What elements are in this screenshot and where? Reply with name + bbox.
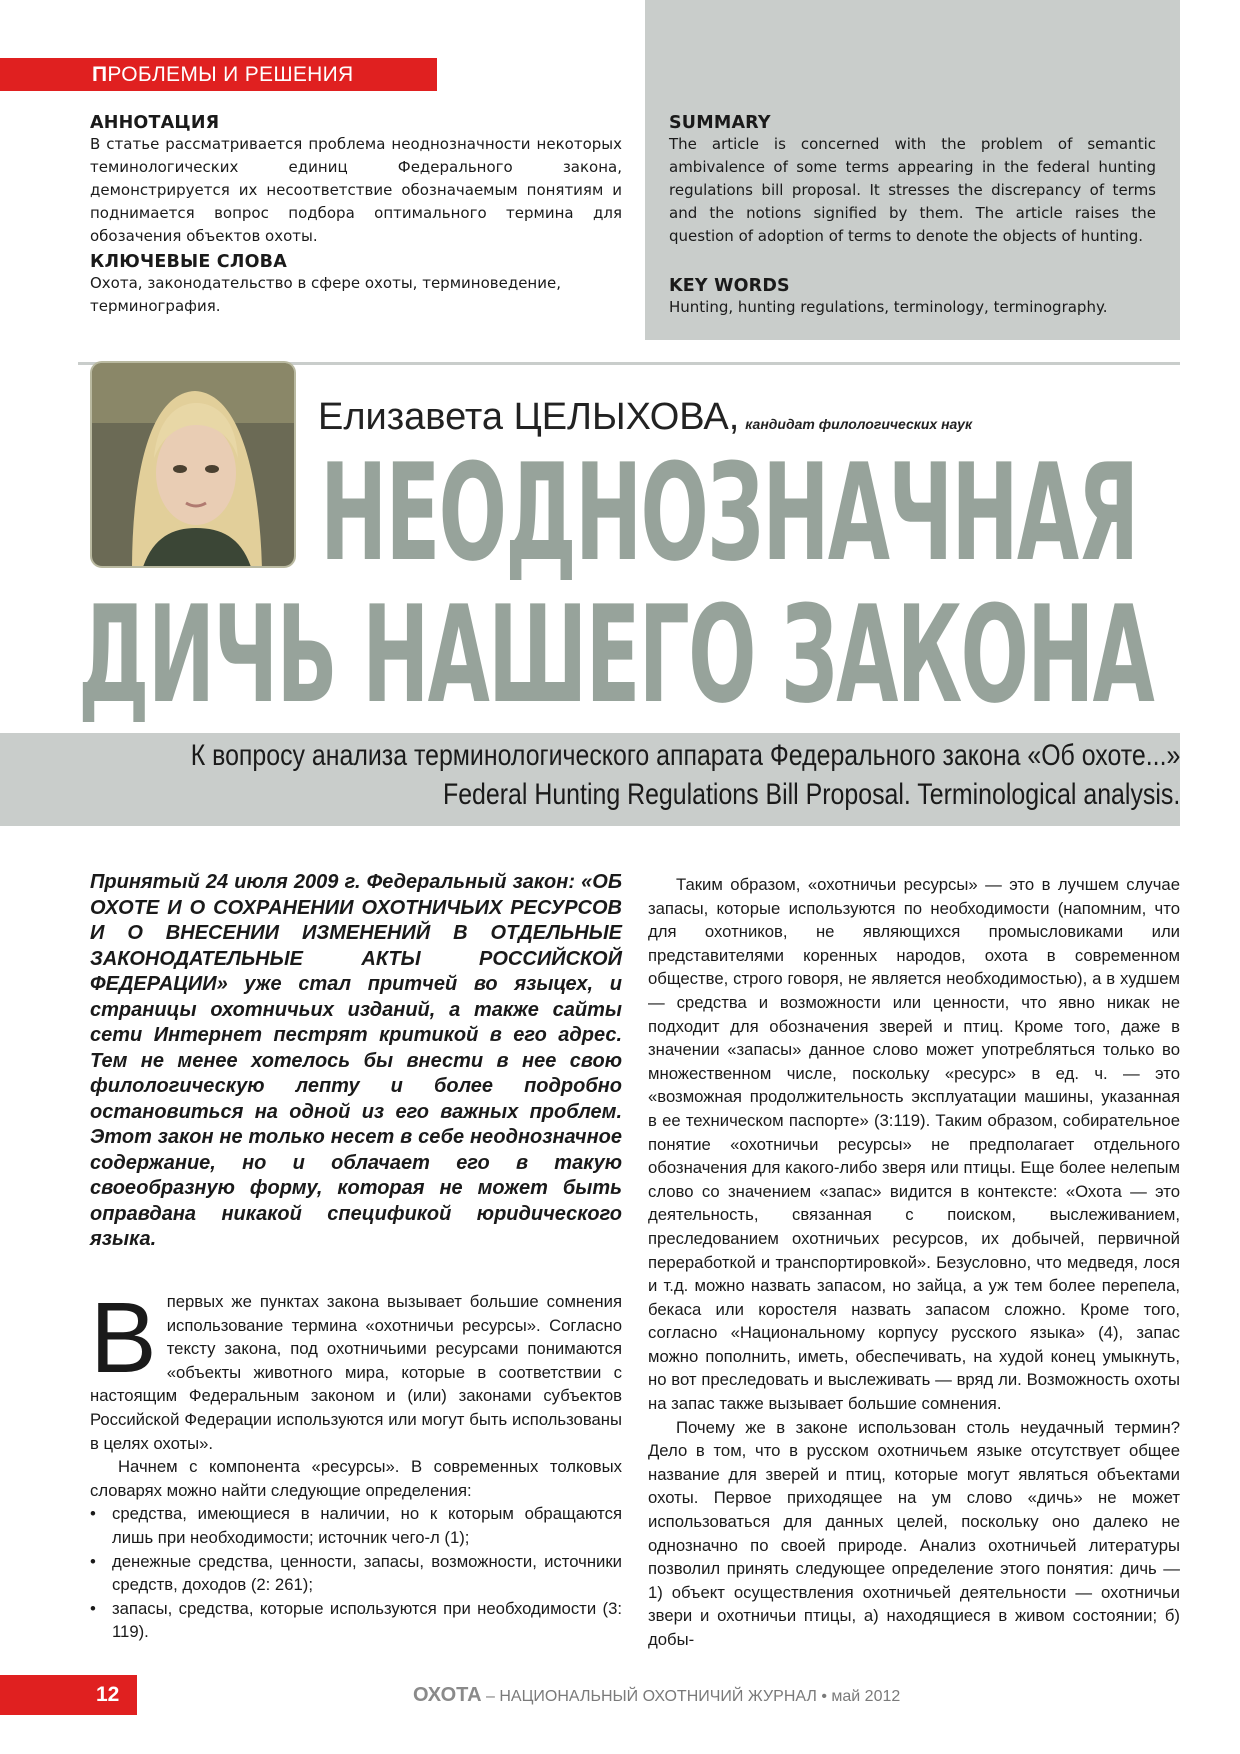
body-column-right <box>648 873 1180 1652</box>
subtitle-en: Federal Hunting Regulations Bill Proposal. Terminological analysis. <box>442 778 1180 811</box>
footer-line <box>413 1684 900 1707</box>
keywords-en-block <box>669 276 1156 319</box>
author-line <box>318 396 972 439</box>
keywords-en-heading: KEY WORDS <box>669 276 790 296</box>
lead-paragraph: Принятый 24 июля 2009 г. Федеральный закон: «ОБ ОХОТЕ И О СОХРАНЕНИИ ОХОТНИЧЬИХ РЕСУРСОВ И О ВНЕСЕНИИ ИЗМЕНЕНИЙ В ОТДЕЛЬНЫЕ ЗАКОНОДАТЕЛЬНЫЕ АКТЫ РОССИЙСКОЙ ФЕДЕРАЦИИ» уже стал притчей во языцех, и страницы охотничьих изданий, а также сайты сети Интернет пестрят критикой в его адрес. Тем не менее хотелось бы внести в нее свою филологическую лепту и более подробно остановиться на одной из его важных проблем. Этот закон не только несет в себе неоднозначное содержание, но и облачает его в такую своеобразную форму, которая не может быть оправдана никакой спецификой юридического языка. <box>90 871 622 1250</box>
author-photo <box>90 361 296 568</box>
body-right-p2: Почему же в законе использован столь неудачный термин? Дело в том, что в русском охотничьем языке отсутствует общее название для зверей и птиц, которые могут являться объектами охоты. Первое приходящее на ум слово «дичь» не может использоваться для данных целей, поскольку оно далеко не однозначно по своей природе. Анализ охотничьей литературы позволил принять следующее определение этого понятия: дичь — 1) объект осуществления охотничьей деятельности — охотничьи звери и охотничьи птицы, а) находящиеся в живом состоянии; б) добы- <box>648 1417 1180 1649</box>
footer-brand: ОХОТА <box>413 1684 482 1706</box>
drop-cap: В <box>90 1282 157 1394</box>
list-item: • средства, имеющиеся в наличии, но к которым обращаются лишь при необходимости; источник чего-л (1); <box>112 1502 622 1549</box>
keywords-ru-heading: КЛЮЧЕВЫЕ СЛОВА <box>90 252 287 272</box>
summary-text: The article is concerned with the problem of semantic ambivalence of some terms appearing in the federal hunting regulations bill proposal. It stresses the discrepancy of terms and the notions signified by them. The article raises the question of adoption of terms to denote the objects of hunting. <box>669 135 1156 245</box>
body-left-p1: первых же пунктах закона вызывает большие сомнения использование термина «охотничьи ресурсы». Согласно тексту закона, под охотничьими ресурсами понимаются «объекты животного мира, которые в соответствии с настоящим Федеральным законом и (или) законами субъектов Российской Федерации используются или могут быть использованы в целях охоты». <box>90 1292 622 1453</box>
author-portrait-image <box>92 363 296 568</box>
article-title-line-1: НЕОДНОЗНАЧНАЯ <box>320 435 1138 591</box>
annotation-block <box>90 113 622 248</box>
keywords-ru-text: Охота, законодательство в сфере охоты, терминоведение, терминография. <box>90 274 561 315</box>
footer-tagline: – НАЦИОНАЛЬНЫЙ ОХОТНИЧИЙ ЖУРНАЛ • май 2012 <box>481 1688 901 1705</box>
section-first-letter: П <box>92 63 108 86</box>
author-name: Елизавета ЦЕЛЫХОВА, <box>318 396 740 438</box>
body-column-left <box>90 1282 622 1644</box>
keywords-en-text: Hunting, hunting regulations, terminology, terminography. <box>669 298 1108 316</box>
list-item: • денежные средства, ценности, запасы, возможности, источники средств, доходов (2: 261); <box>112 1550 622 1597</box>
body-paragraph <box>90 1282 622 1455</box>
subtitle-ru: К вопросу анализа терминологического аппарата Федерального закона «Об охоте...» <box>190 739 1180 772</box>
body-left-p2: Начнем с компонента «ресурсы». В современных толковых словарях можно найти следующие определения: <box>90 1457 622 1500</box>
section-tab <box>0 58 437 91</box>
author-degree: кандидат филологических наук <box>745 416 973 432</box>
article-title-line-2: ДИЧЬ НАШЕГО ЗАКОНА <box>78 577 1153 733</box>
summary-heading: SUMMARY <box>669 113 771 133</box>
section-title: РОБЛЕМЫ И РЕШЕНИЯ <box>107 63 354 86</box>
definition-list <box>90 1502 622 1644</box>
page-number: 12 <box>0 1675 137 1715</box>
annotation-heading: АННОТАЦИЯ <box>90 113 220 133</box>
body-right-p1: Таким образом, «охотничьи ресурсы» — это в лучшем случае запасы, которые используются по необходимости (напомним, что для охотников, не являющихся промысловиками или представителями коренных народов, охота в современном обществе, строго говоря, не является необходимостью), а в худшем — средства и возможности или ценности, что явно никак не подходит для обозначения зверей и птиц. Кроме того, даже в значении «запасы» данное слово может употребляться только во множественном числе, поскольку «ресурс» в ед. ч. — это «возможная продолжительность эксплуатации машины, указанная в ее техническом паспорте» (3:119). Таким образом, собирательное понятие «охотничьи ресурсы» не предполагает отдельного обозначения для какого-либо зверя или птицы. Еще более нелепым слово со значением «запас» видится в контексте: «Охота — это деятельность, связанная с поиском, выслеживанием, преследованием охотничьих ресурсов, их добычей, первичной переработкой и транспортировкой». Безусловно, что медведя, лося и т.д. можно назвать запасом, но зайца, а уж тем более перепела, бекаса или коростеля назвать запасом сложно. Кроме того, согласно «Национальному корпусу русского языка» (4), запас можно пополнить, иметь, обеспечивать, на худой конец умыкнуть, но вот преследовать и выслеживать — вряд ли. Возможность охоты на запас также вызывает большие сомнения. <box>648 875 1180 1414</box>
keywords-ru-block <box>90 252 622 318</box>
annotation-text: В статье рассматривается проблема неоднозначности некоторых теминологических единиц Федерального закона, демонстрируется их несоответствие обозначаемым понятиям и поднимается вопрос подбора оптимального термина для обозачения объектов охоты. <box>90 135 622 245</box>
summary-block <box>669 113 1156 248</box>
list-item: • запасы, средства, которые используются при необходимости (3: 119). <box>112 1597 622 1644</box>
